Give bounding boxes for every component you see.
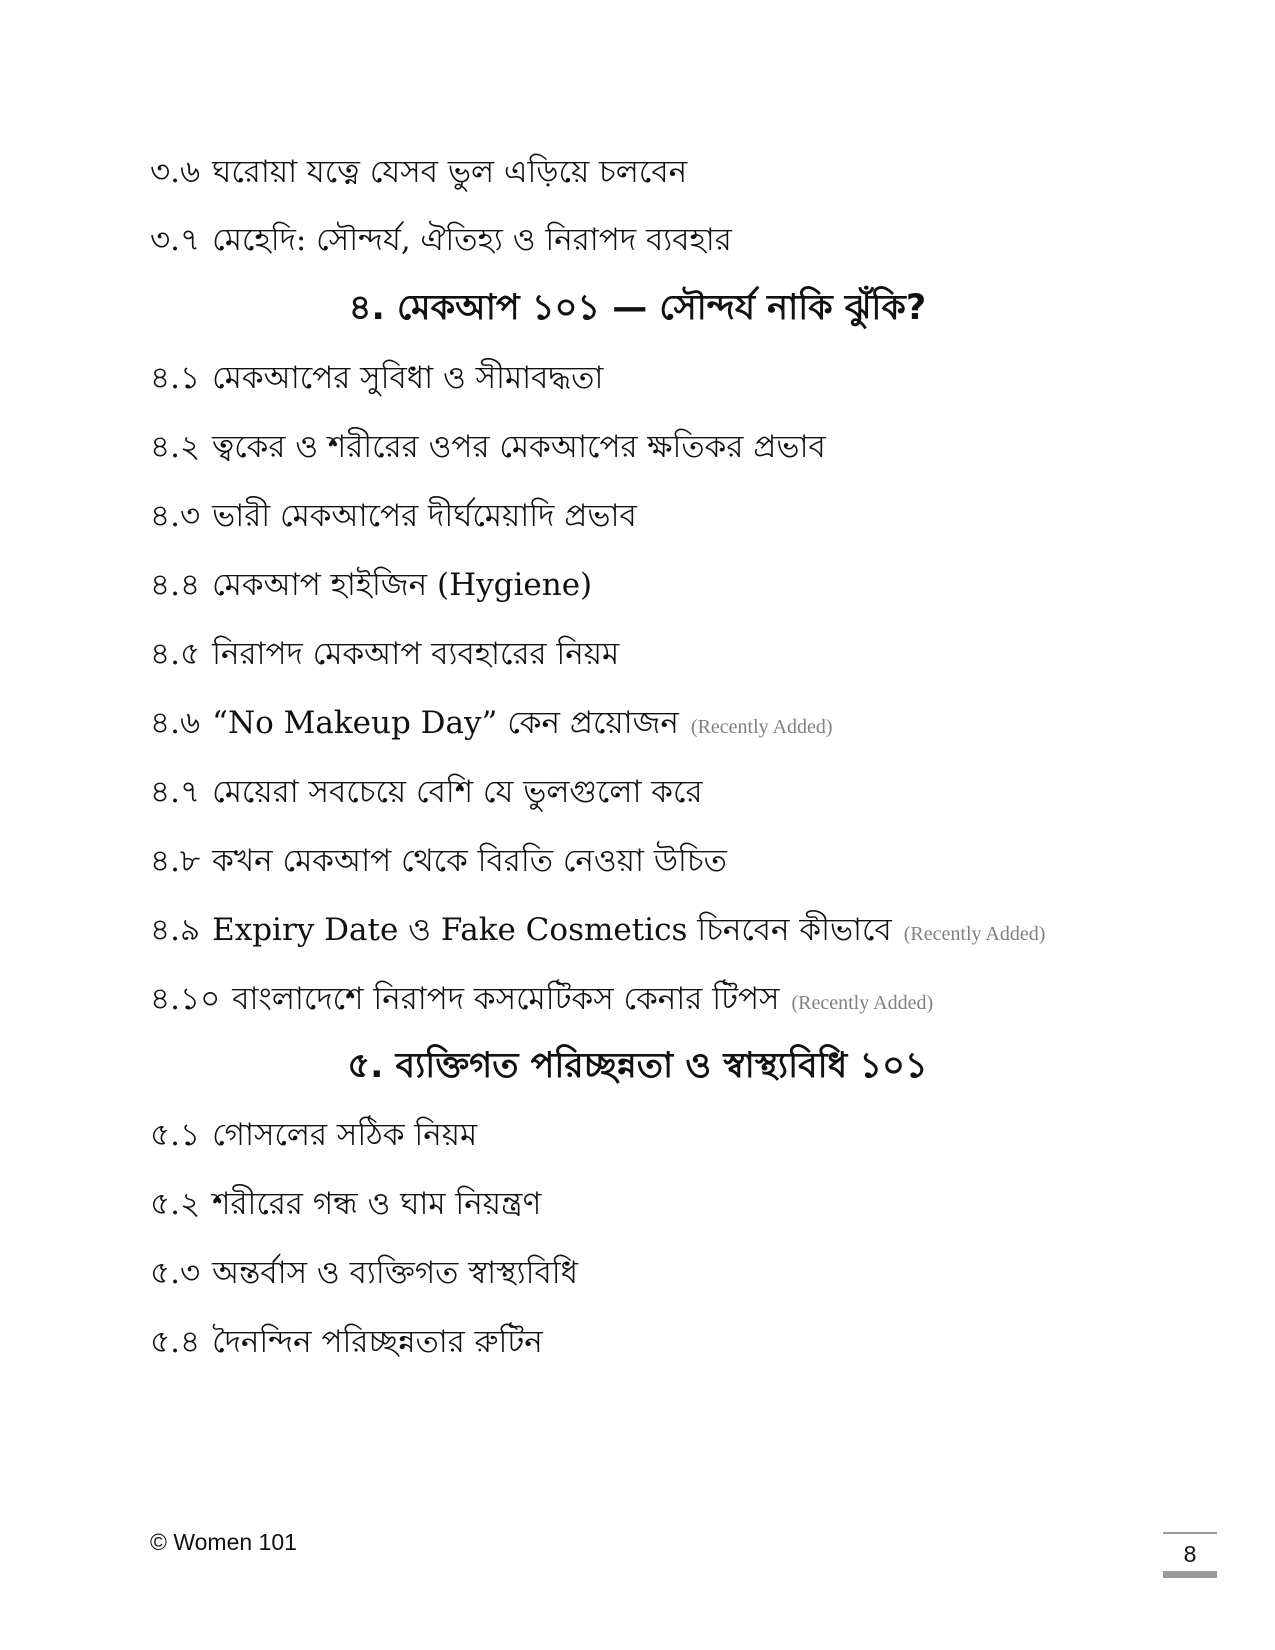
toc-item-text: বাংলাদেশে নিরাপদ কসমেটিকস কেনার টিপস bbox=[232, 981, 780, 1017]
toc-item-text: দৈনন্দিন পরিচ্ছন্নতার রুটিন bbox=[212, 1324, 543, 1360]
toc-item-text: “No Makeup Day” কেন প্রয়োজন bbox=[212, 705, 679, 741]
toc-item-4-2 bbox=[150, 427, 826, 467]
toc-item-text: নিরাপদ মেকআপ ব্যবহারের নিয়ম bbox=[212, 636, 620, 672]
toc-item-number: ৫.৩ bbox=[150, 1255, 201, 1291]
toc-item-number: ৫.১ bbox=[150, 1117, 201, 1153]
toc-item-number: ৪.৫ bbox=[150, 636, 201, 672]
footer-copyright: © Women 101 bbox=[150, 1529, 297, 1555]
toc-item-number: ৪.৮ bbox=[150, 843, 201, 879]
toc-item-text: কখন মেকআপ থেকে বিরতি নেওয়া উচিত bbox=[212, 843, 727, 879]
toc-item-number: ৩.৭ bbox=[150, 222, 201, 258]
toc-item-4-7 bbox=[150, 772, 703, 812]
toc-item-5-1 bbox=[150, 1115, 477, 1155]
recently-added-note: (Recently Added) bbox=[903, 923, 1046, 945]
toc-item-text: মেকআপ হাইজিন (Hygiene) bbox=[212, 567, 593, 603]
toc-item-text: শরীরের গন্ধ ও ঘাম নিয়ন্ত্রণ bbox=[212, 1186, 542, 1222]
toc-item-5-4 bbox=[150, 1322, 543, 1362]
toc-item-number: ৪.৯ bbox=[150, 912, 201, 948]
toc-item-text: ভারী মেকআপের দীর্ঘমেয়াদি প্রভাব bbox=[212, 498, 637, 534]
toc-item-4-5 bbox=[150, 634, 619, 674]
toc-item-4-10 bbox=[150, 979, 933, 1023]
toc-item-5-3 bbox=[150, 1253, 578, 1293]
toc-item-text: মেহেদি: সৌন্দর্য, ঐতিহ্য ও নিরাপদ ব্যবহার bbox=[212, 222, 732, 258]
toc-item-4-6 bbox=[150, 703, 833, 747]
toc-item-number: ৪.৪ bbox=[150, 567, 201, 603]
toc-item-4-4 bbox=[150, 565, 592, 605]
toc-item-4-9 bbox=[150, 910, 1045, 954]
recently-added-note: (Recently Added) bbox=[791, 992, 934, 1014]
page-number: 8 bbox=[1183, 1541, 1197, 1567]
toc-item-text: ঘরোয়া যত্নে যেসব ভুল এড়িয়ে চলবেন bbox=[212, 154, 688, 190]
page-number-box bbox=[1163, 1532, 1217, 1578]
toc-item-number: ৪.৭ bbox=[150, 774, 201, 810]
toc-item-text: অন্তর্বাস ও ব্যক্তিগত স্বাস্থ্যবিধি bbox=[212, 1255, 578, 1291]
section-heading-4: ৪. মেকআপ ১০১ — সৌন্দর্য নাকি ঝুঁকি? bbox=[348, 288, 927, 328]
toc-item-number: ৪.৬ bbox=[150, 705, 201, 741]
toc-item-text: গোসলের সঠিক নিয়ম bbox=[212, 1117, 478, 1153]
recently-added-note: (Recently Added) bbox=[690, 716, 833, 738]
toc-item-4-8 bbox=[150, 841, 727, 881]
toc-item-number: ৪.১০ bbox=[150, 981, 221, 1017]
toc-item-number: ৪.১ bbox=[150, 360, 201, 396]
toc-item-5-2 bbox=[150, 1184, 541, 1224]
toc-item-number: ৩.৬ bbox=[150, 154, 201, 190]
toc-item-number: ৪.৩ bbox=[150, 498, 201, 534]
toc-item-text: ত্বকের ও শরীরের ওপর মেকআপের ক্ষতিকর প্রভাব bbox=[212, 429, 826, 465]
toc-item-number: ৫.২ bbox=[150, 1186, 201, 1222]
section-heading-5: ৫. ব্যক্তিগত পরিচ্ছন্নতা ও স্বাস্থ্যবিধি ১০১ bbox=[347, 1046, 928, 1086]
toc-item-3-6 bbox=[150, 152, 687, 192]
toc-item-number: ৪.২ bbox=[150, 429, 201, 465]
toc-item-4-3 bbox=[150, 496, 637, 536]
toc-item-text: মেকআপের সুবিধা ও সীমাবদ্ধতা bbox=[212, 360, 604, 396]
toc-item-text: Expiry Date ও Fake Cosmetics চিনবেন কীভাবে bbox=[212, 912, 892, 948]
toc-item-4-1 bbox=[150, 358, 603, 398]
toc-item-number: ৫.৪ bbox=[150, 1324, 201, 1360]
toc-item-3-7 bbox=[150, 220, 732, 260]
page-number-bottom-rule bbox=[1163, 1571, 1217, 1578]
toc-item-text: মেয়েরা সবচেয়ে বেশি যে ভুলগুলো করে bbox=[212, 774, 703, 810]
page-number-top-rule bbox=[1163, 1532, 1217, 1534]
